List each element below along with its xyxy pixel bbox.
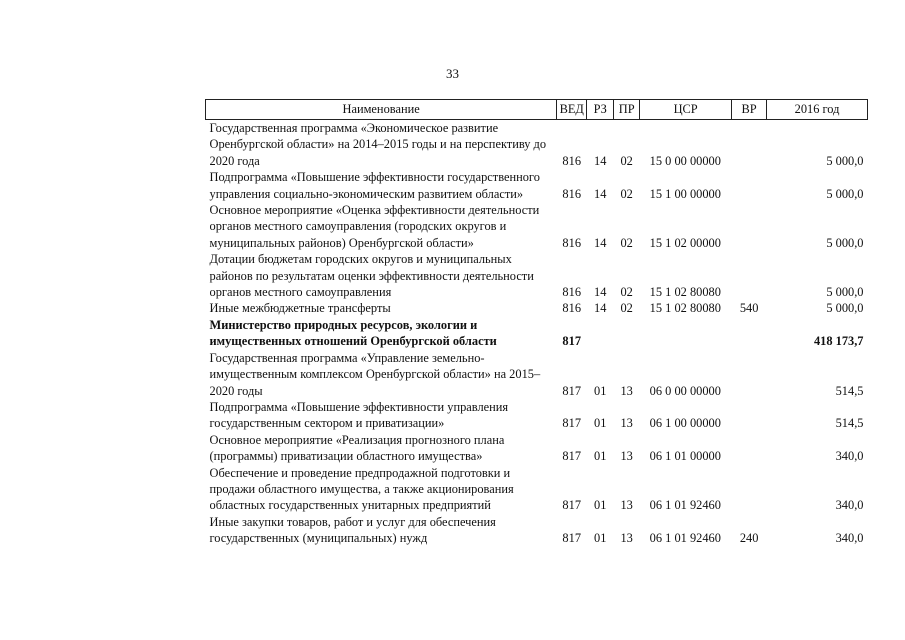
- row-name-cell: Иные закупки товаров, работ и услуг для обеспечения государственных (муниципальных) нужд: [209, 514, 496, 546]
- table-row: [206, 465, 868, 514]
- row-amount-cell: 514,5: [835, 416, 864, 431]
- row-name-cell: Обеспечение и проведение предпродажной подготовки и продажи областного имущества, а также акционирования областных государственных унитарных предприятий: [209, 465, 514, 513]
- row-amount-cell: 340,0: [835, 498, 864, 513]
- table-row: [206, 317, 868, 350]
- row-rz-cell: 01: [594, 416, 607, 431]
- column-header-csr: ЦСР: [640, 100, 732, 120]
- column-header-vr: ВР: [732, 100, 767, 120]
- row-vr-cell: [732, 120, 767, 170]
- row-amount-cell: 340,0: [835, 449, 864, 464]
- row-vr-cell: [732, 432, 767, 465]
- row-vr-cell: [732, 317, 767, 350]
- row-rz-cell: [587, 317, 614, 350]
- row-ved-cell: 817: [562, 383, 582, 398]
- row-name-cell: Основное мероприятие «Оценка эффективности деятельности органов местного самоуправления (городских округов и муниципальных районов) Оренбургской области»: [209, 203, 540, 250]
- row-pr-cell: 13: [620, 449, 633, 464]
- row-name-cell: Государственная программа «Управление земельно-имущественным комплексом Оренбургской области» на 2015–2020 годы: [209, 350, 541, 398]
- column-header-name: Наименование: [206, 100, 557, 120]
- row-pr-cell: 13: [620, 383, 633, 398]
- page-number: 33: [446, 66, 459, 81]
- row-pr-cell: [614, 317, 640, 350]
- row-amount-cell: 418 173,7: [813, 334, 864, 349]
- row-ved-cell: 817: [562, 498, 582, 513]
- row-ved-cell: 816: [562, 153, 582, 168]
- table-row: [206, 514, 868, 547]
- row-vr-cell: [732, 350, 767, 399]
- row-csr-cell: 15 1 02 80080: [649, 301, 721, 316]
- row-csr-cell: 06 1 01 00000: [649, 449, 721, 464]
- row-csr-cell: 06 1 01 92460: [649, 531, 721, 546]
- table-row: [206, 251, 868, 300]
- row-ved-cell: 817: [562, 416, 582, 431]
- row-amount-cell: 5 000,0: [826, 301, 864, 316]
- row-name-cell: Подпрограмма «Повышение эффективности государственного управления социально-экономическим развитием области»: [209, 170, 540, 201]
- row-name-cell: Дотации бюджетам городских округов и муниципальных районов по результатам оценки эффективности деятельности органов местного самоуправления: [209, 252, 534, 300]
- row-csr-cell: 06 0 00 00000: [649, 383, 721, 398]
- row-amount-cell: 5 000,0: [826, 153, 864, 168]
- row-vr-cell: 540: [739, 301, 759, 316]
- row-pr-cell: 02: [620, 301, 633, 316]
- row-rz-cell: 14: [594, 235, 607, 250]
- row-name-cell: Основное мероприятие «Реализация прогнозного плана (программы) приватизации областного имущества»: [209, 432, 505, 464]
- row-csr-cell: 15 1 02 80080: [649, 285, 721, 300]
- row-csr-cell: 15 1 00 00000: [649, 186, 721, 201]
- row-amount-cell: 340,0: [835, 531, 864, 546]
- row-pr-cell: 02: [620, 186, 633, 201]
- row-amount-cell: 5 000,0: [826, 235, 864, 250]
- row-name-cell: Иные межбюджетные трансферты: [209, 301, 391, 316]
- table-body: [206, 120, 868, 547]
- column-header-ved: ВЕД: [557, 100, 587, 120]
- row-rz-cell: 01: [594, 531, 607, 546]
- row-ved-cell: 817: [562, 449, 582, 464]
- table-row: [206, 300, 868, 316]
- row-ved-cell: 817: [562, 334, 582, 349]
- row-rz-cell: 14: [594, 301, 607, 316]
- row-ved-cell: 816: [562, 285, 582, 300]
- row-pr-cell: 13: [620, 416, 633, 431]
- row-rz-cell: 14: [594, 285, 607, 300]
- row-rz-cell: 14: [594, 153, 607, 168]
- table-row: [206, 350, 868, 399]
- row-name-cell: Подпрограмма «Повышение эффективности управления государственным сектором и приватизации»: [209, 399, 509, 431]
- row-vr-cell: [732, 169, 767, 202]
- row-ved-cell: 816: [562, 235, 582, 250]
- table-row: [206, 202, 868, 251]
- row-pr-cell: 02: [620, 153, 633, 168]
- row-csr-cell: 06 1 00 00000: [649, 416, 721, 431]
- row-pr-cell: 13: [620, 498, 633, 513]
- row-name-cell: Министерство природных ресурсов, экологии и имущественных отношений Оренбургской области: [209, 317, 497, 349]
- table-row: [206, 120, 868, 170]
- row-pr-cell: 02: [620, 285, 633, 300]
- row-vr-cell: [732, 399, 767, 432]
- row-ved-cell: 817: [562, 531, 582, 546]
- row-ved-cell: 816: [562, 186, 582, 201]
- row-ved-cell: 816: [562, 301, 582, 316]
- row-rz-cell: 01: [594, 449, 607, 464]
- row-rz-cell: 14: [594, 186, 607, 201]
- row-name-cell: Государственная программа «Экономическое развитие Оренбургской области» на 2014–2015 годы и на перспективу до 2020 года: [209, 121, 547, 168]
- row-vr-cell: [732, 465, 767, 514]
- row-csr-cell: 15 1 02 00000: [649, 235, 721, 250]
- row-rz-cell: 01: [594, 383, 607, 398]
- table-row: [206, 169, 868, 202]
- row-amount-cell: 5 000,0: [826, 186, 864, 201]
- row-pr-cell: 13: [620, 531, 633, 546]
- row-csr-cell: 15 0 00 00000: [649, 153, 721, 168]
- row-vr-cell: 240: [739, 531, 759, 546]
- column-header-year: 2016 год: [767, 100, 868, 120]
- column-header-rz: РЗ: [587, 100, 614, 120]
- row-csr-cell: [640, 317, 732, 350]
- table-row: [206, 432, 868, 465]
- table-row: [206, 399, 868, 432]
- row-amount-cell: 514,5: [835, 383, 864, 398]
- row-vr-cell: [732, 251, 767, 300]
- budget-table: [205, 99, 868, 547]
- table-header-row: [206, 100, 868, 120]
- row-vr-cell: [732, 202, 767, 251]
- row-rz-cell: 01: [594, 498, 607, 513]
- row-amount-cell: 5 000,0: [826, 285, 864, 300]
- column-header-pr: ПР: [614, 100, 640, 120]
- row-pr-cell: 02: [620, 235, 633, 250]
- row-csr-cell: 06 1 01 92460: [649, 498, 721, 513]
